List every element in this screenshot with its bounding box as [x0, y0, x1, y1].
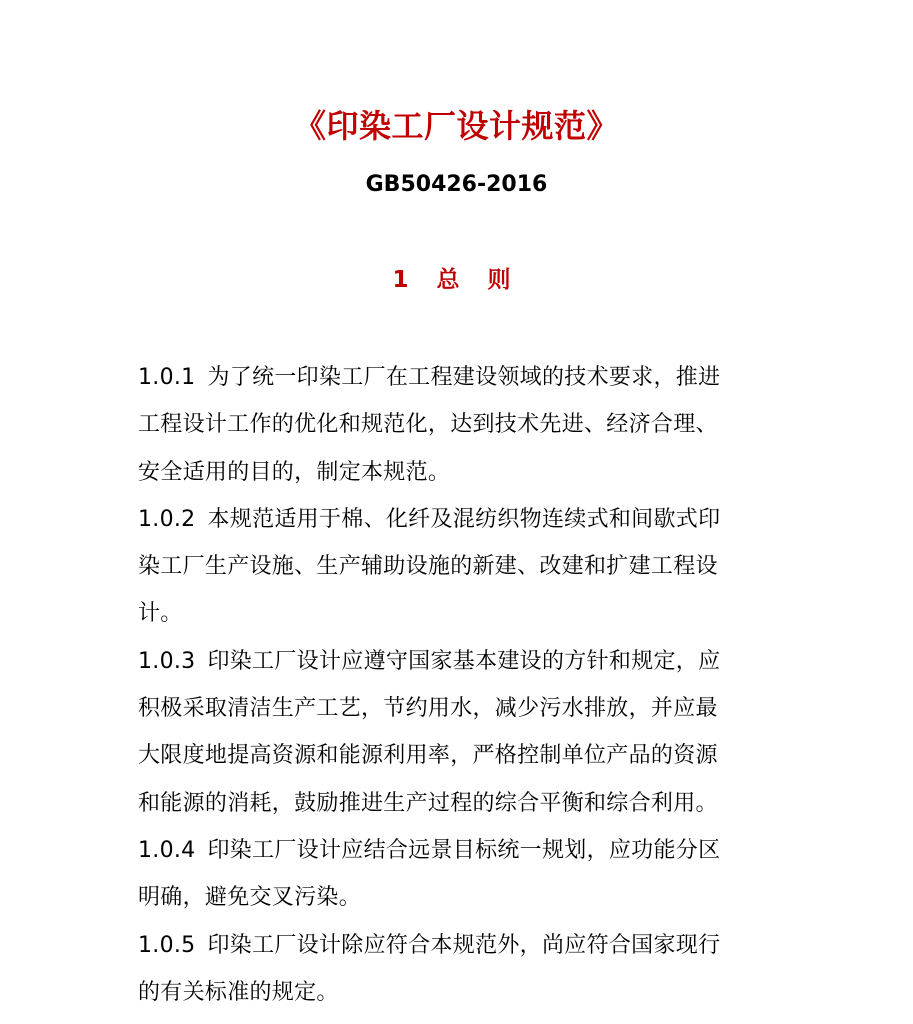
clause-line: 计。 — [138, 601, 183, 627]
clause-number: 1.0.1 — [138, 365, 196, 390]
clause-line — [138, 638, 788, 685]
clause-text: 本规范适用于棉、化纤及混纺织物连续式和间歇式印 — [207, 506, 721, 532]
clauses — [138, 354, 788, 1016]
clause-line: 大限度地提高资源和能源利用率，严格控制单位产品的资源 — [138, 743, 718, 769]
clause-line: 积极采取清洁生产工艺，节约用水，减少污水排放，并应最 — [138, 696, 718, 722]
clause-line — [138, 496, 788, 543]
clause-number: 1.0.3 — [138, 648, 196, 674]
clause-text: 印染工厂设计应遵守国家基本建设的方针和规定，应 — [207, 648, 721, 674]
document-title: 《印染工厂设计规范》 — [293, 107, 619, 145]
clause-text: 印染工厂设计除应符合本规范外，尚应符合国家现行 — [207, 932, 721, 958]
clause-line — [138, 922, 788, 969]
clause-1-0-1 — [138, 354, 788, 496]
clause-line: 明确，避免交叉污染。 — [138, 885, 362, 911]
standard-code: GB50426-2016 — [365, 172, 548, 197]
clause-1-0-2 — [138, 496, 788, 638]
clause-1-0-5 — [138, 922, 788, 1017]
clause-line: 安全适用的目的，制定本规范。 — [138, 459, 451, 485]
clause-line — [138, 354, 788, 401]
clause-number: 1.0.4 — [138, 837, 196, 863]
clause-line: 的有关标准的规定。 — [138, 979, 339, 1005]
clause-1-0-4 — [138, 827, 788, 922]
clause-text: 印染工厂设计应结合远景目标统一规划，应功能分区 — [207, 837, 721, 863]
clause-number: 1.0.2 — [138, 506, 196, 532]
clause-1-0-3 — [138, 638, 788, 827]
clause-line: 染工厂生产设施、生产辅助设施的新建、改建和扩建工程设 — [138, 554, 718, 580]
clause-text: 为了统一印染工厂在工程建设领域的技术要求，推进 — [207, 365, 721, 390]
clause-number: 1.0.5 — [138, 932, 196, 958]
clause-line — [138, 827, 788, 874]
clause-line: 工程设计工作的优化和规范化，达到技术先进、经济合理、 — [138, 412, 718, 438]
clause-line: 和能源的消耗，鼓励推进生产过程的综合平衡和综合利用。 — [138, 790, 718, 816]
chapter-heading: 1 总 则 — [392, 267, 521, 293]
